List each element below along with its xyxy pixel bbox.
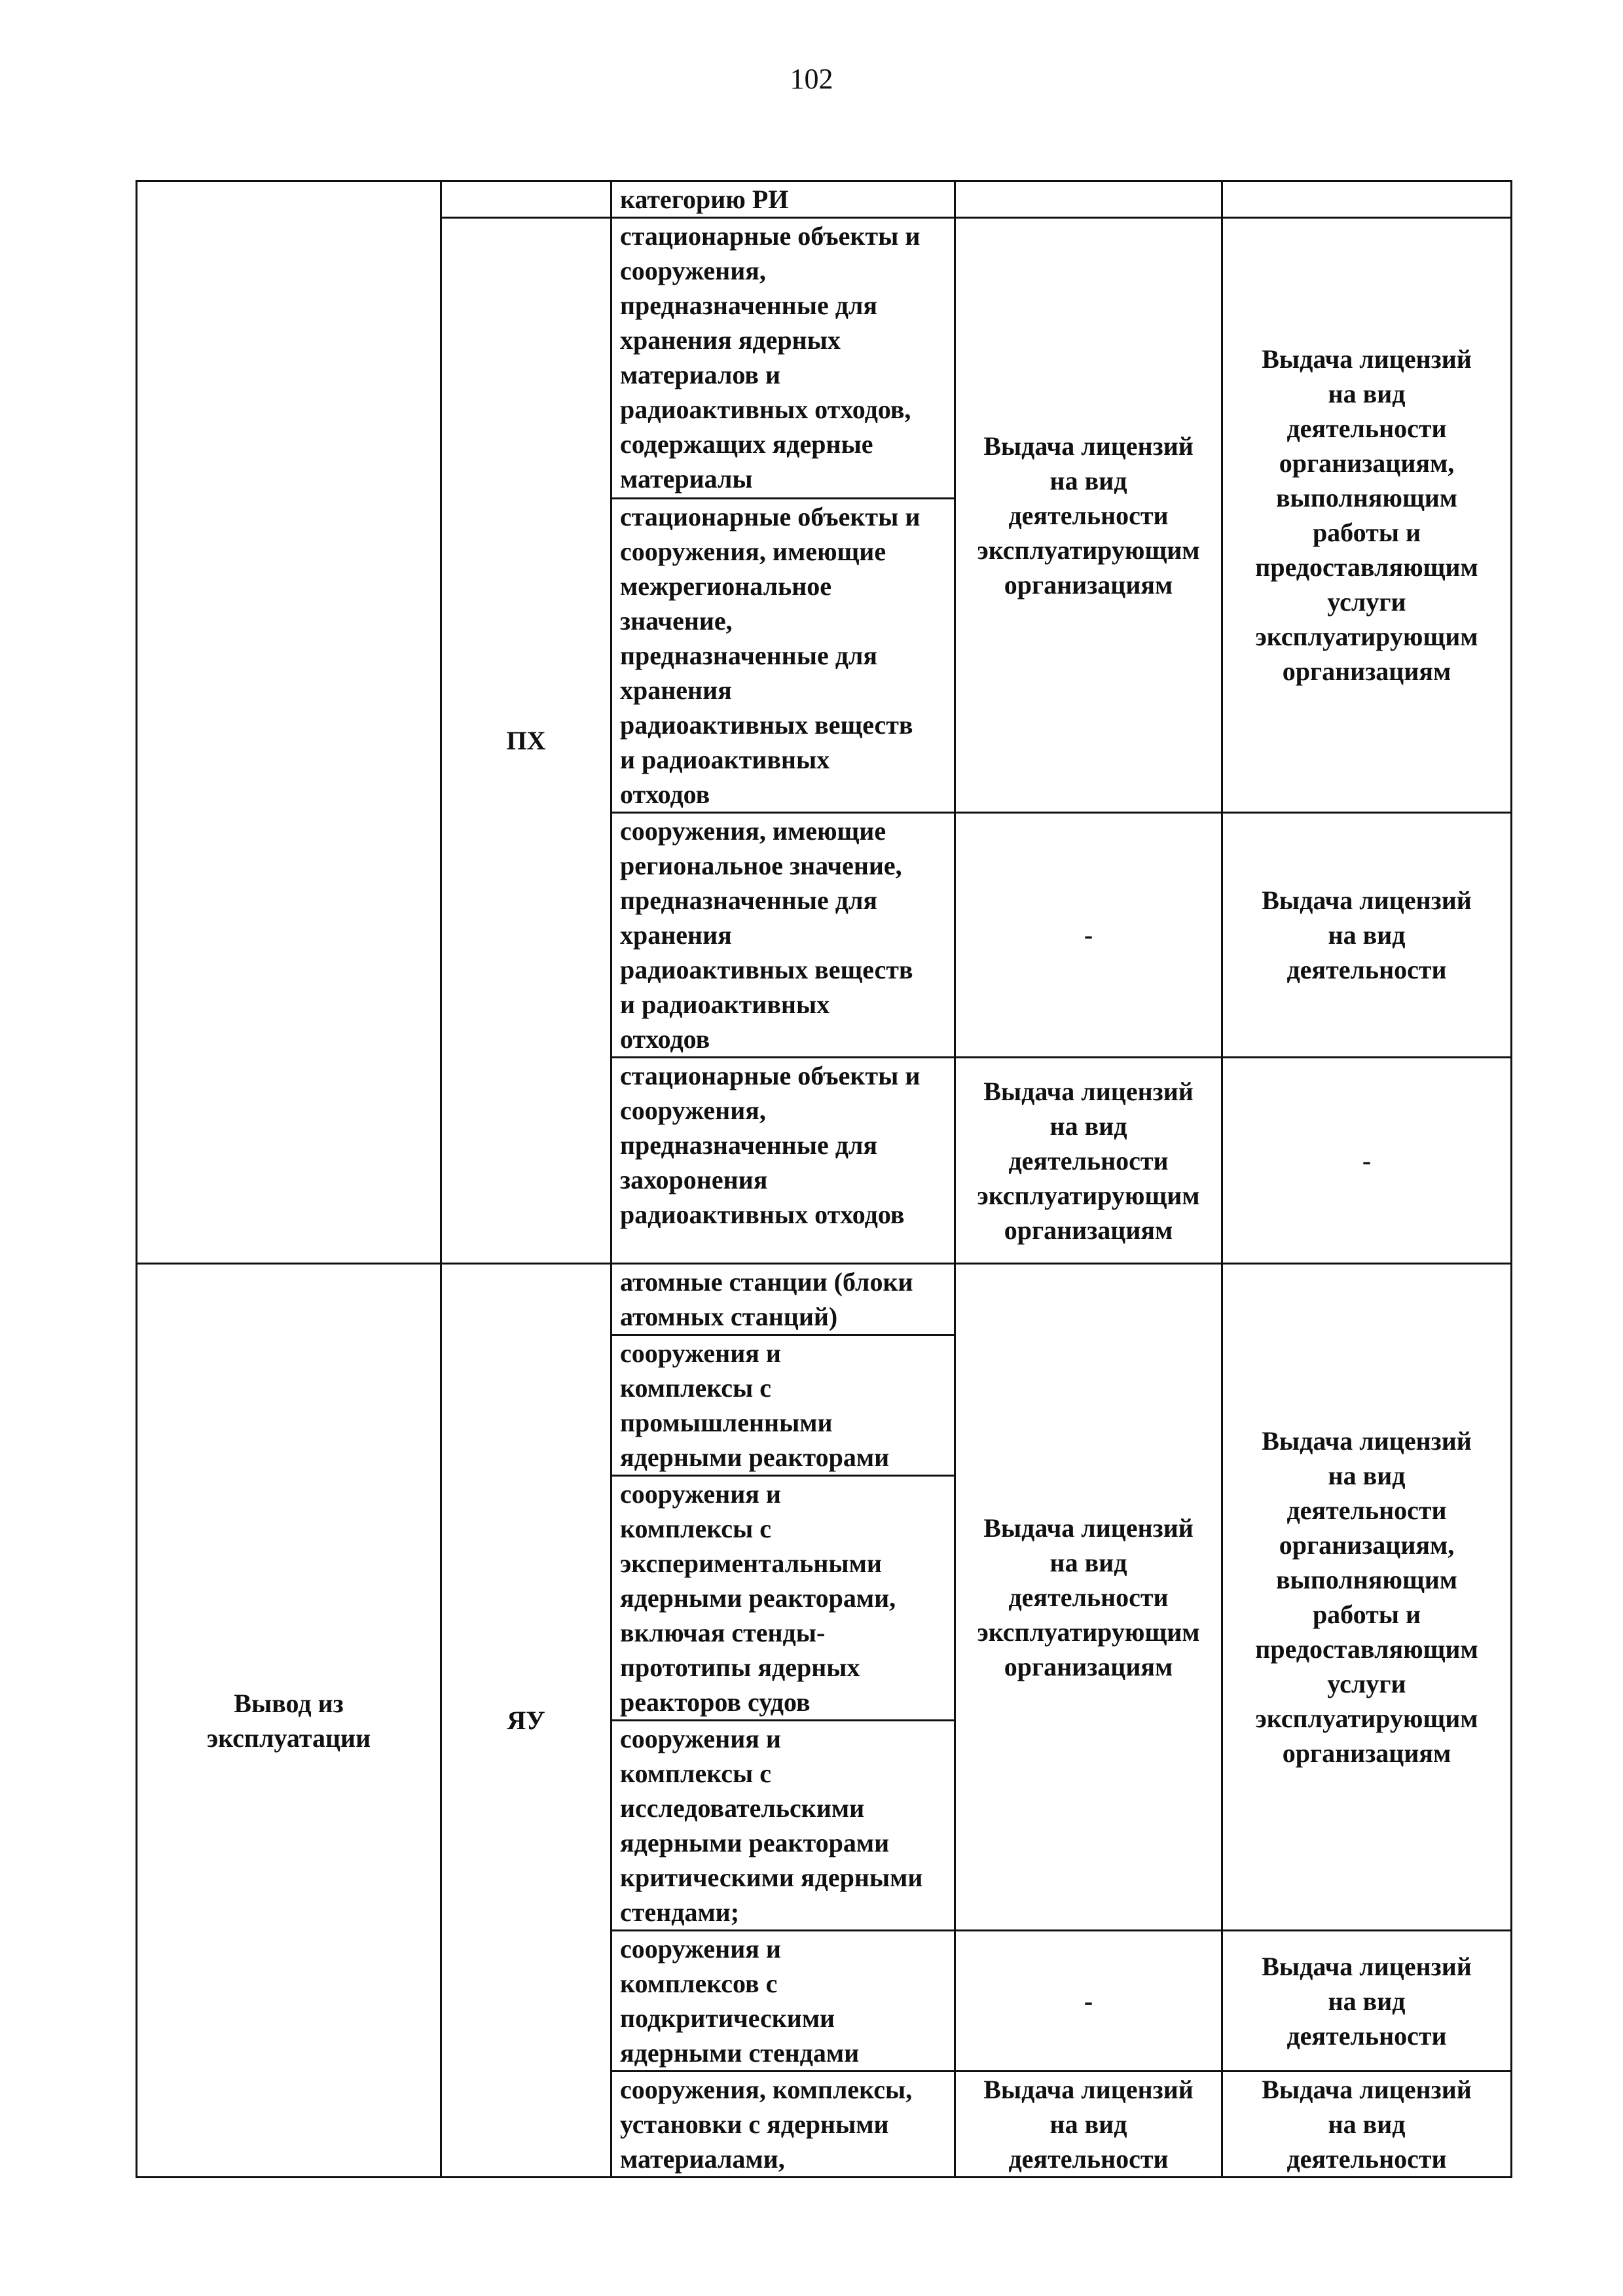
license-line: организациям [1004, 1651, 1173, 1681]
category-line: стендами; [620, 1897, 740, 1927]
category-cell [611, 1476, 955, 1721]
license-line: на вид [1328, 1986, 1406, 2016]
license-line: выполняющим [1275, 483, 1458, 512]
category-line: радиоактивных отходов, [620, 395, 911, 424]
facility-type-yau: ЯУ [441, 1264, 611, 2178]
license-line: предоставляющим [1255, 552, 1478, 582]
license-line: деятельности [1008, 500, 1169, 530]
category-line: сооружения, [620, 1096, 766, 1125]
license-line: эксплуатирующим [977, 1180, 1200, 1210]
category-line: стационарные объекты и [620, 1061, 921, 1090]
category-line: и радиоактивных [620, 745, 830, 774]
license-line: организациям [1004, 569, 1173, 600]
license-line: Выдача лицензий [1262, 1426, 1472, 1456]
category-line: критическими ядерными [620, 1863, 923, 1892]
category-line: материалы [620, 464, 753, 493]
category-line: исследовательскими [620, 1793, 865, 1823]
category-cell [611, 499, 955, 813]
license-line: деятельности [1286, 2020, 1447, 2051]
category-line: включая стенды- [620, 1618, 826, 1647]
license-line: Выдача лицензий [983, 431, 1194, 461]
category-line: захоронения [620, 1165, 768, 1194]
category-line: категорию РИ [620, 185, 789, 214]
license-line: Выдача лицензий [1262, 2075, 1472, 2104]
license-line: эксплуатирующим [1255, 622, 1478, 651]
category-line: комплексы с [620, 1759, 772, 1788]
license-line: на вид [1328, 920, 1406, 950]
category-line: предназначенные для [620, 291, 878, 320]
category-line: сооружения и [620, 1338, 781, 1368]
category-line: радиоактивных веществ [620, 955, 913, 984]
category-line: реакторов судов [620, 1687, 811, 1717]
category-line: ядерными реакторами [620, 1443, 890, 1472]
license-line: на вид [1328, 1461, 1406, 1490]
facility-type-px: ПХ [441, 218, 611, 1264]
license-line: выполняющим [1275, 1565, 1458, 1594]
category-line: ядерными реакторами [620, 1828, 890, 1857]
contractor-license-cell [1222, 1931, 1512, 2072]
category-line: комплексов с [620, 1969, 778, 1998]
category-line: стационарные объекты и [620, 502, 921, 531]
license-line: на вид [1049, 465, 1127, 495]
license-line: на вид [1049, 1547, 1127, 1577]
operator-license-cell: - [955, 1931, 1222, 2072]
license-line: Выдача лицензий [983, 1076, 1194, 1106]
category-line: региональное значение, [620, 851, 902, 880]
category-line: радиоактивных отходов [620, 1200, 905, 1229]
category-line: отходов [620, 780, 710, 809]
license-line: организациям [1282, 656, 1451, 686]
contractor-license-cell-empty [1222, 181, 1512, 218]
license-line: Выдача лицензий [1262, 886, 1472, 915]
category-line: материалов и [620, 360, 781, 389]
category-cell [611, 1264, 955, 1335]
category-line: сооружения и [620, 1479, 781, 1509]
category-line: радиоактивных веществ [620, 710, 913, 740]
license-line: работы и [1312, 1600, 1421, 1629]
category-line: предназначенные для [620, 641, 878, 670]
category-line: отходов [620, 1024, 710, 1054]
license-line: организациям [1004, 1215, 1173, 1245]
license-line: деятельности [1008, 1582, 1169, 1612]
category-line: комплексы с [620, 1514, 772, 1543]
operator-license-cell-empty [955, 181, 1222, 218]
license-line: организациям [1282, 1738, 1451, 1768]
license-line: деятельности [1286, 2144, 1447, 2174]
category-line: подкритическими [620, 2003, 835, 2033]
license-line: на вид [1328, 379, 1406, 408]
license-line: Выдача лицензий [1262, 344, 1472, 374]
license-line: на вид [1328, 2109, 1406, 2139]
category-line: экспериментальными [620, 1549, 882, 1578]
license-line: деятельности [1008, 1145, 1169, 1175]
category-line: сооружения, комплексы, [620, 2075, 913, 2104]
license-line: работы и [1312, 518, 1421, 547]
license-line: деятельности [1286, 1496, 1447, 1525]
license-line: услуги [1327, 1669, 1406, 1698]
stage-line: Вывод из [234, 1688, 344, 1718]
contractor-license-cell: - [1222, 1058, 1512, 1264]
license-line: эксплуатирующим [977, 1617, 1200, 1647]
category-line: комплексы с [620, 1373, 772, 1403]
license-line: деятельности [1286, 414, 1447, 443]
category-line: сооружения, имеющие [620, 537, 886, 566]
category-cell [611, 218, 955, 499]
category-line: промышленными [620, 1408, 833, 1437]
category-line: значение, [620, 606, 733, 636]
category-cell [611, 1721, 955, 1931]
license-line: на вид [1049, 2109, 1127, 2139]
licensing-table [136, 180, 1512, 2178]
stage-cell-empty [137, 181, 441, 1264]
category-line: стационарные объекты и [620, 221, 921, 251]
operator-license-cell [955, 2072, 1222, 2178]
license-line: предоставляющим [1255, 1634, 1478, 1664]
category-line: атомных станций) [620, 1302, 838, 1331]
contractor-license-cell [1222, 218, 1512, 813]
category-line: хранения ядерных [620, 325, 841, 355]
license-line: организациям, [1279, 1530, 1455, 1560]
category-line: атомные станции (блоки [620, 1267, 913, 1297]
category-line: и радиоактивных [620, 990, 830, 1019]
category-cell [611, 1335, 955, 1476]
stage-line: эксплуатации [206, 1723, 371, 1753]
category-line: ядерными стендами [620, 2038, 860, 2068]
category-cell [611, 181, 955, 218]
license-line: Выдача лицензий [1262, 1951, 1472, 1981]
category-line: хранения [620, 920, 732, 950]
category-line: сооружения, имеющие [620, 816, 886, 846]
category-cell [611, 813, 955, 1058]
license-line: деятельности [1286, 955, 1447, 984]
category-line: сооружения, [620, 256, 766, 285]
category-line: прототипы ядерных [620, 1653, 860, 1682]
category-cell [611, 1931, 955, 2072]
license-line: эксплуатирующим [977, 535, 1200, 565]
contractor-license-cell [1222, 1264, 1512, 1931]
category-line: хранения [620, 675, 732, 705]
category-cell [611, 1058, 955, 1264]
category-line: сооружения и [620, 1934, 781, 1964]
operator-license-cell [955, 218, 1222, 813]
license-line: услуги [1327, 587, 1406, 617]
contractor-license-cell [1222, 813, 1512, 1058]
type-cell-empty [441, 181, 611, 218]
license-line: Выдача лицензий [983, 1513, 1194, 1543]
contractor-license-cell [1222, 2072, 1512, 2178]
table-row [137, 181, 1512, 218]
stage-decommissioning [137, 1264, 441, 2178]
license-line: организациям, [1279, 448, 1455, 478]
license-line: эксплуатирующим [1255, 1704, 1478, 1733]
category-line: сооружения и [620, 1724, 781, 1753]
operator-license-cell: - [955, 813, 1222, 1058]
category-line: установки с ядерными [620, 2109, 889, 2139]
category-line: предназначенные для [620, 1130, 878, 1160]
license-line: на вид [1049, 1111, 1127, 1141]
license-line: деятельности [1008, 2144, 1169, 2174]
page-number: 102 [790, 63, 833, 95]
category-line: материалами, [620, 2144, 785, 2174]
license-line: Выдача лицензий [983, 2075, 1194, 2104]
category-cell [611, 2072, 955, 2178]
category-line: предназначенные для [620, 886, 878, 915]
operator-license-cell [955, 1058, 1222, 1264]
operator-license-cell [955, 1264, 1222, 1931]
category-line: ядерными реакторами, [620, 1583, 896, 1613]
category-line: содержащих ядерные [620, 429, 873, 459]
table-row [137, 1264, 1512, 1335]
category-line: межрегиональное [620, 571, 832, 601]
